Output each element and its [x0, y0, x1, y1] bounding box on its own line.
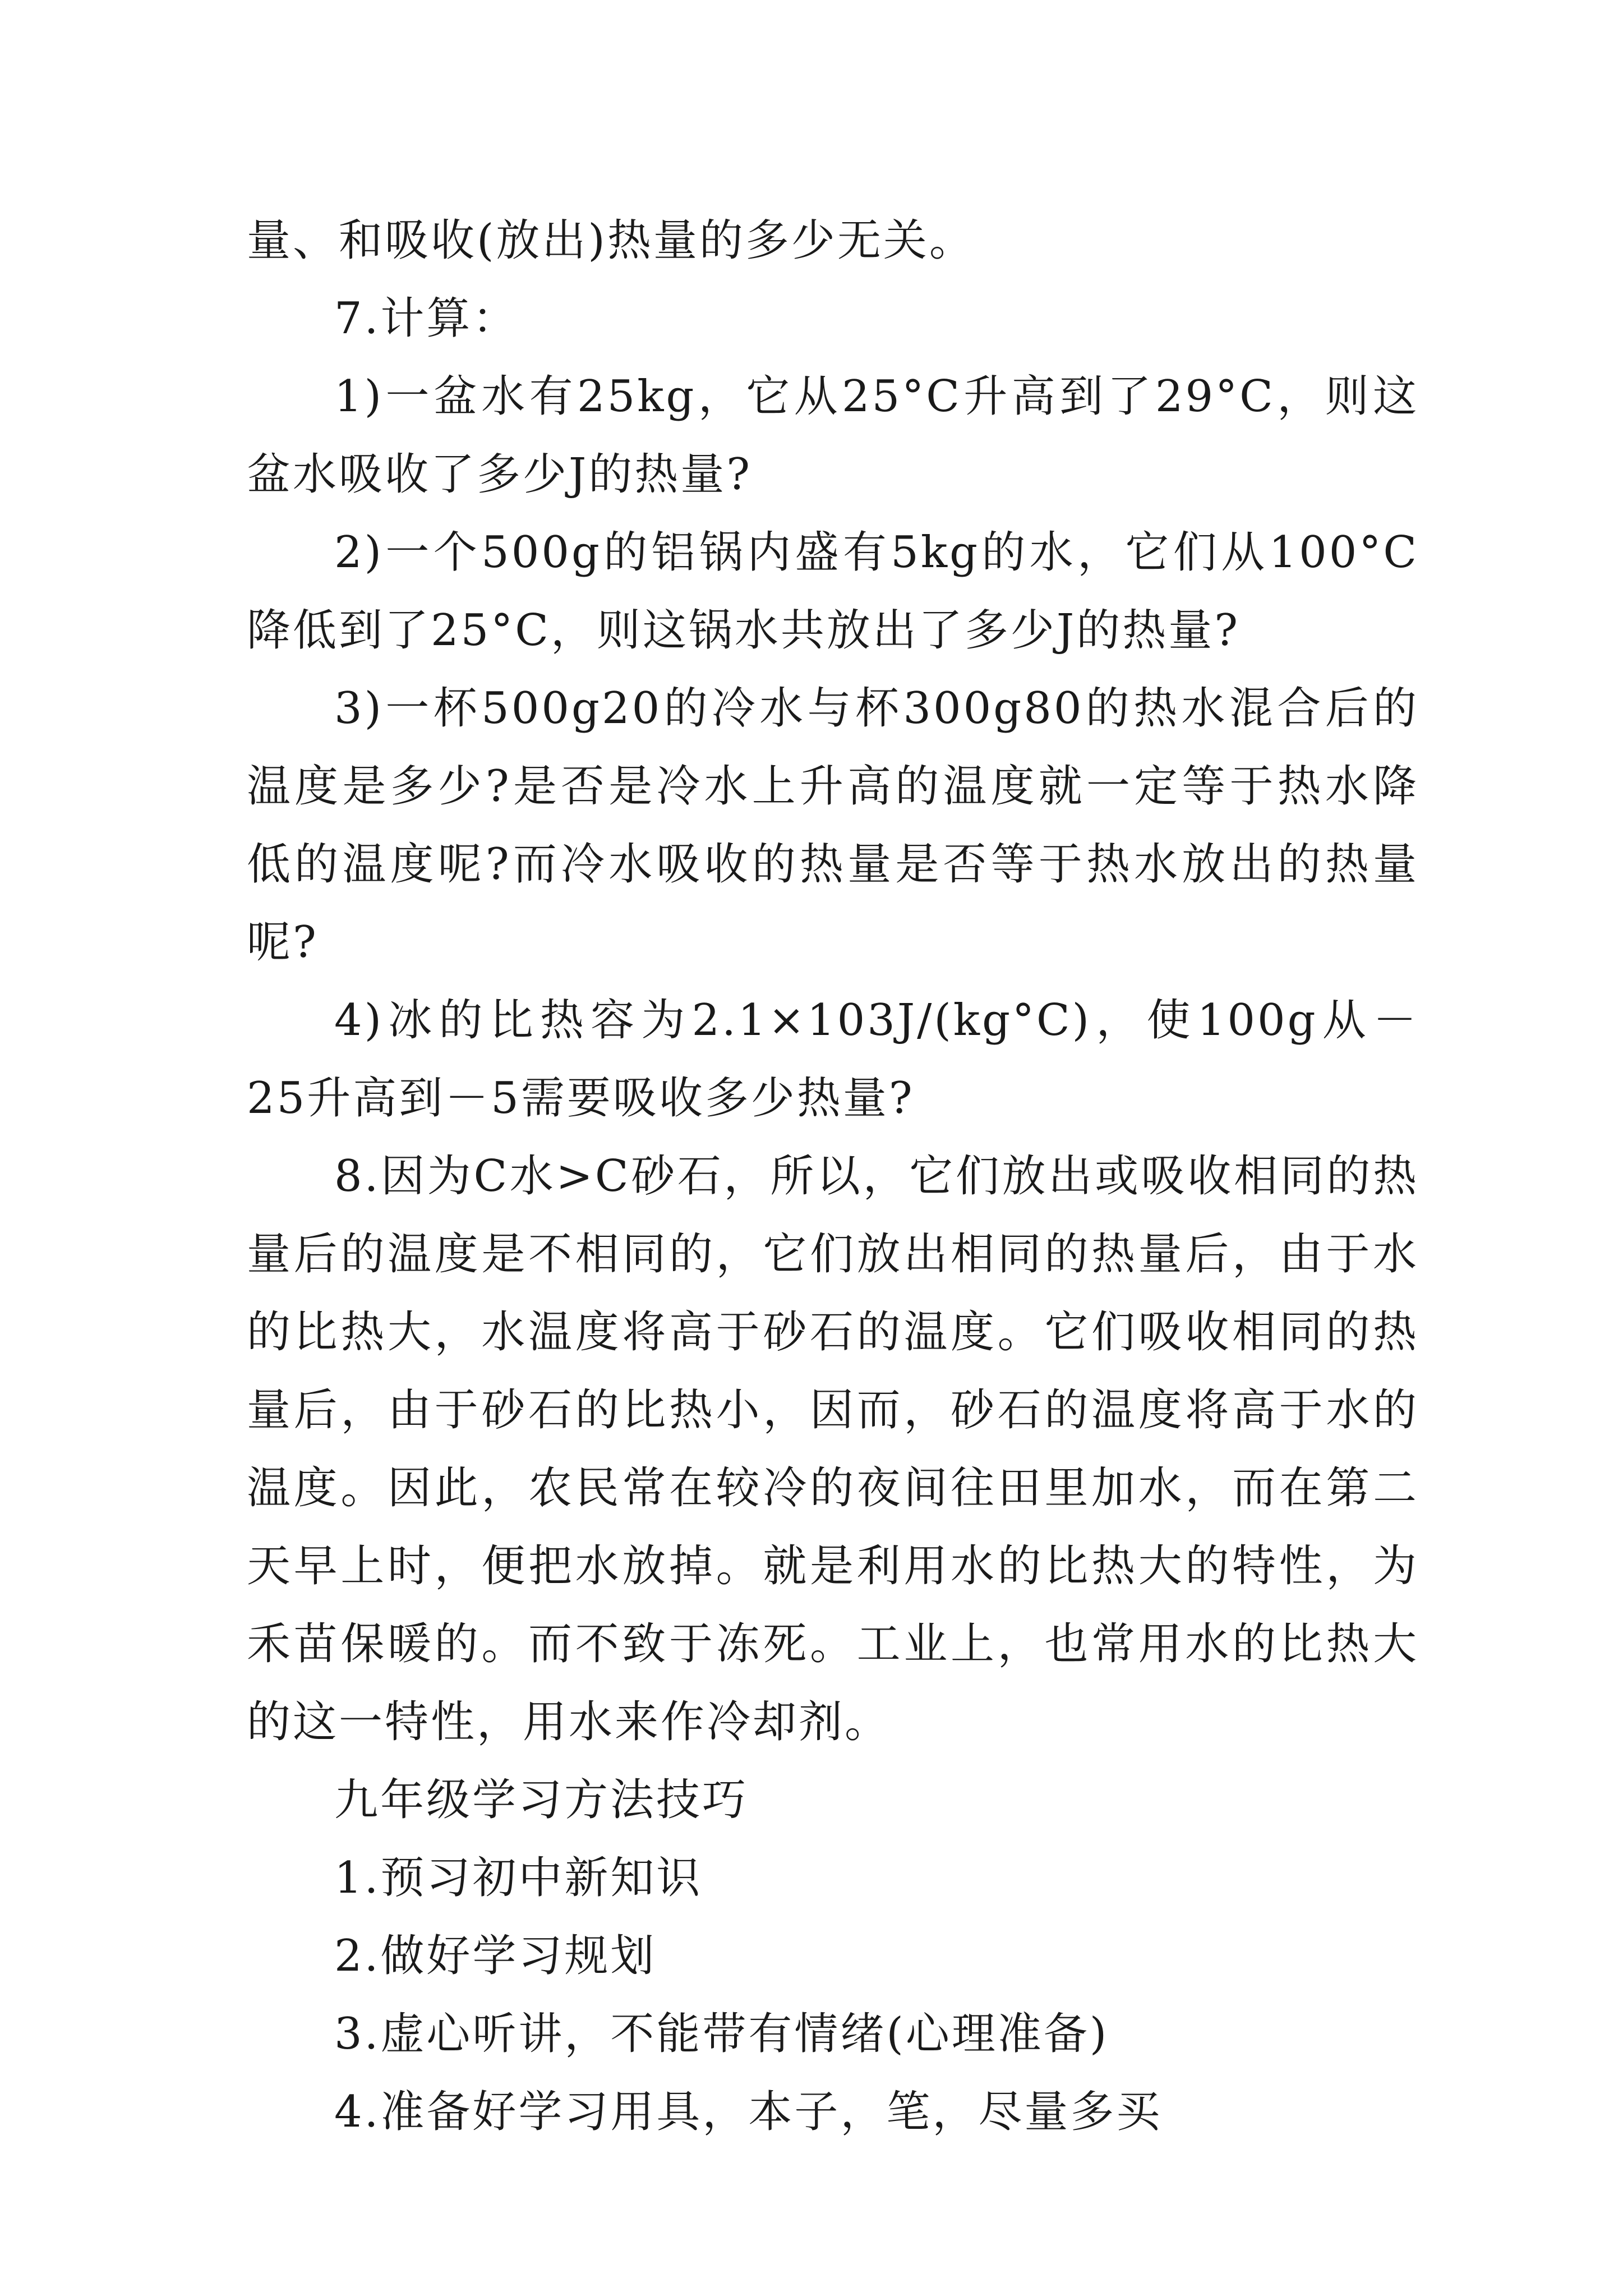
paragraph-question-1: 1)一盆水有25kg，它从25°C升高到了29°C，则这盆水吸收了多少J的热量? — [247, 371, 1419, 500]
paragraph-question-2: 2)一个500g的铝锅内盛有5kg的水，它们从100°C降低到了25°C，则这锅水共放出了多少J的热量? — [247, 527, 1419, 656]
paragraph-calculation-heading: 7.计算： — [334, 293, 519, 344]
list-item-supplies: 4.准备好学习用具，本子，笔，尽量多买 — [334, 2087, 1163, 2137]
section-heading-study-tips: 九年级学习方法技巧 — [334, 1775, 749, 1825]
list-item-listening: 3.虚心听讲，不能带有情绪(心理准备) — [334, 2009, 1109, 2059]
paragraph-question-3: 3)一杯500g20的冷水与杯300g80的热水混合后的温度是多少?是否是冷水上升高的温度就一定等于热水降低的温度呢?而冷水吸收的热量是否等于热水放出的热量呢? — [247, 683, 1419, 968]
paragraph-heat-independence: 量、和吸收(放出)热量的多少无关。 — [247, 215, 975, 266]
list-item-planning: 2.做好学习规划 — [334, 1931, 657, 1981]
document-body — [247, 202, 1419, 2151]
paragraph-question-4: 4)冰的比热容为2.1×103J/(kg°C)，使100g从－25升高到－5需要吸收多少热量? — [247, 995, 1419, 1124]
paragraph-specific-heat-explanation: 8.因为C水>C砂石，所以，它们放出或吸收相同的热量后的温度是不相同的，它们放出相同的热量后，由于水的比热大，水温度将高于砂石的温度。它们吸收相同的热量后，由于砂石的比热小，因而，砂石的温度将高于水的温度。因此，农民常在较冷的夜间往田里加水，而在第二天早上时，便把水放掉。就是利用水的比热大的特性，为禾苗保暖的。而不致于冻死。工业上，也常用水的比热大的这一特性，用水来作冷却剂。 — [247, 1151, 1419, 1747]
list-item-preview: 1.预习初中新知识 — [334, 1853, 703, 1903]
